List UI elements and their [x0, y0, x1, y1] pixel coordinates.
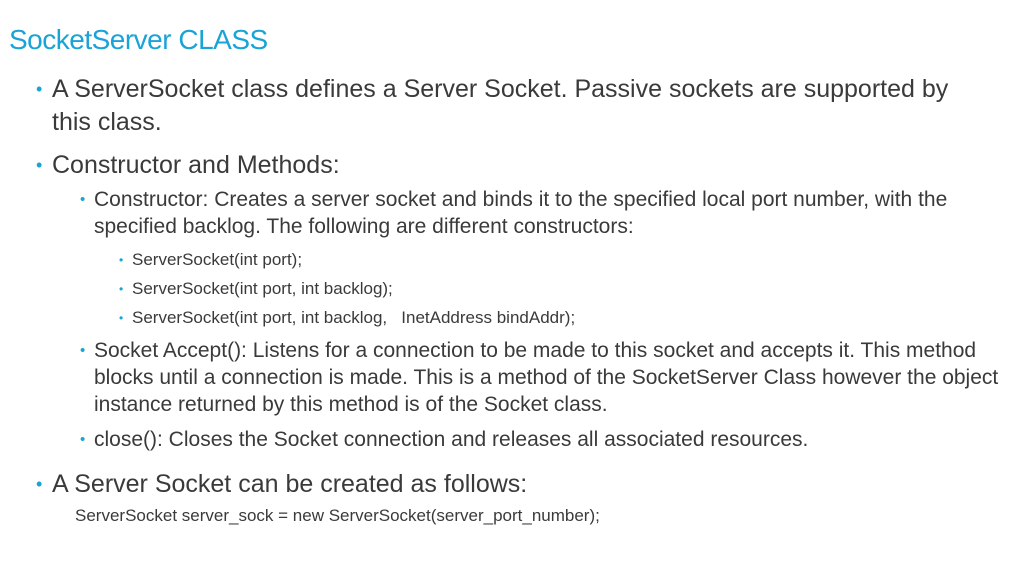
bullet-icon: • [36, 79, 43, 99]
bullet-item-constructor-port [119, 249, 952, 271]
bullet-icon: • [80, 342, 86, 359]
bullet-text: ServerSocket(int port); [132, 250, 303, 269]
bullet-text: close(): Closes the Socket connection and releases all associated resources. [94, 428, 809, 451]
code-example: ServerSocket server_sock = new ServerSocket(server_port_number); [75, 506, 600, 525]
bullet-text: A ServerSocket class defines a Server Socket. Passive sockets are supported by this class. [52, 75, 949, 136]
bullet-icon: • [119, 253, 124, 267]
bullet-icon: • [36, 474, 43, 494]
bullet-icon: • [36, 155, 43, 175]
bullet-item-socket-accept [80, 337, 1004, 418]
bullet-text: Constructor and Methods: [52, 151, 340, 179]
bullet-text: Constructor: Creates a server socket and binds it to the specified local port number, with the specified backlog. The following are different constructors: [94, 188, 948, 238]
bullet-item-constructor-port-backlog [119, 278, 952, 300]
bullet-text: ServerSocket(int port, int backlog); [132, 279, 393, 298]
bullet-text: ServerSocket(int port, int backlog, InetAddress bindAddr); [132, 308, 576, 327]
bullet-item-constructor-port-backlog-bindaddr [119, 307, 952, 329]
bullet-icon: • [119, 311, 124, 325]
bullet-item-serversocket-definition [36, 73, 992, 139]
slide-title: SocketServer CLASS [9, 24, 268, 55]
bullet-item-close [80, 426, 1004, 453]
bullet-text: Socket Accept(): Listens for a connection to be made to this socket and accepts it. This method blocks until a connection is made. This is a method of the SocketServer Class however the object instance returned by this method is of the Socket class. [94, 339, 999, 416]
bullet-text: A Server Socket can be created as follows: [52, 470, 528, 498]
bullet-item-constructor-description [80, 186, 989, 240]
bullet-item-create-server-socket [36, 468, 992, 501]
bullet-icon: • [119, 282, 124, 296]
bullet-icon: • [80, 191, 86, 208]
bullet-item-constructor-and-methods [36, 149, 992, 182]
bullet-icon: • [80, 431, 86, 448]
